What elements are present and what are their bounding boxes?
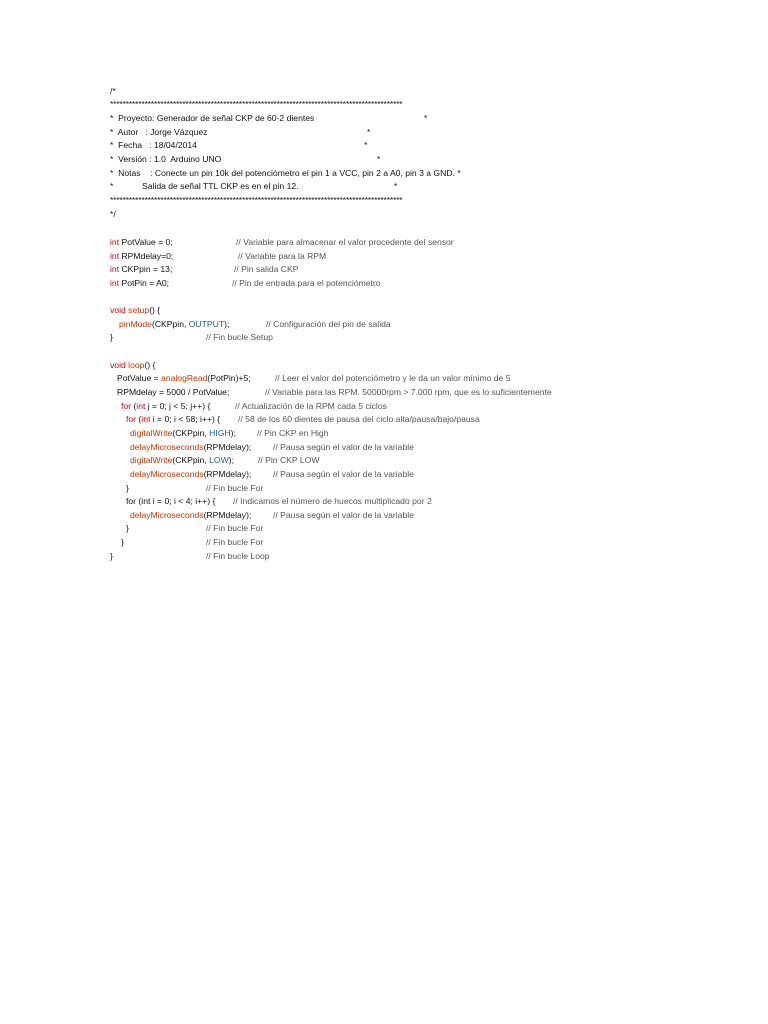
function-name: analogRead [161,373,208,383]
decl-comment: // Pin de entrada para el potenciómetro [232,278,381,288]
code: RPMdelay=0; [119,251,174,261]
loop-digitalwrite-high [130,428,236,439]
loop-comment: // Leer el valor del potenciómetro y le da un valor mínimo de 5 [275,373,511,383]
code: PotValue = [117,373,162,383]
loop-comment: // 58 de los 60 dientes de pausa del ciclo alta/pausa/bajo/pausa [238,414,480,424]
loop-comment: // Pausa según el valor de la variable [273,510,414,520]
header-version-line [110,154,221,165]
fecha-value: 18/04/2014 [153,140,197,150]
loop-signature [110,360,155,371]
code: (CKPpin, [172,455,210,465]
code: (RPMdelay); [203,442,252,452]
keyword: int [136,401,146,411]
header-fecha-line [110,140,197,151]
code: i = 0; i < 58; i++) { [150,414,221,424]
comment-open: /* [110,86,116,96]
code: (PotPin)+5; [207,373,251,383]
loop-delay-3 [130,510,251,521]
keyword: for [121,401,132,411]
function-name: delayMicroseconds [130,510,204,520]
code: ); [228,455,234,465]
constant: LOW [209,455,229,465]
code: (RPMdelay); [203,510,252,520]
loop-close-for: } [126,523,129,533]
function-name: digitalWrite [130,428,173,438]
decl-potvalue [110,237,173,248]
loop-close-comment: // Fin bucle Loop [206,551,270,561]
code: (CKPpin, [151,319,189,329]
stars-line-top: ********************************************************************************************* [110,99,403,109]
loop-comment: // Variable para las RPM. 50000rpm > 7.000 rpm, que es lo suficientemente [265,387,552,397]
loop-comment: // Pausa según el valor de la variable [273,442,414,452]
code: j = 0; j < 5; j++) { [145,401,211,411]
decl-rpmdelay [110,251,173,262]
keyword: int [141,414,151,424]
loop-comment: // Fin bucle For [206,483,264,493]
setup-close: } [110,332,113,342]
loop-comment: // Pin CKP en High [257,428,329,438]
loop-delay-1 [130,442,251,453]
autor-value: Jorge Vázquez [150,127,208,137]
fecha-end-star: * [364,140,368,150]
loop-for-i58 [126,414,220,425]
loop-comment: // Actualización de la RPM cada 5 ciclos [235,401,387,411]
code: ); [224,319,230,329]
code: (RPMdelay); [203,469,252,479]
code: () { [149,305,161,315]
version-value: 1.0 Arduino UNO [153,154,222,164]
proyecto-end-star: * [424,113,428,123]
loop-comment: // Pin CKP LOW [258,455,320,465]
header-notas2-star: * [110,181,114,191]
proyecto-value: Generador de señal CKP de 60-2 dientes [156,113,315,123]
setup-close-comment: // Fin bucle Setup [206,332,273,342]
function-name: setup [125,305,150,315]
function-name: digitalWrite [130,455,173,465]
header-autor-line [110,127,207,138]
header-notas-line [110,168,461,179]
code: PotValue = 0; [119,237,173,247]
code: CKPpin = 13; [119,264,173,274]
function-name: pinMode [119,319,152,329]
loop-line-analogread [117,373,251,384]
keyword: int [110,264,120,274]
loop-comment: // Fin bucle For [206,523,264,533]
loop-comment: // Indicamos el número de huecos multiplicado por 2 [233,496,432,506]
decl-comment: // Variable para la RPM [238,251,327,261]
decl-comment: // Variable para almacenar el valor procedente del sensor [236,237,454,247]
decl-potpin [110,278,169,289]
notas-value: Conecte un pin 10k del potenciómetro el pin 1 a VCC, pin 2 a A0, pin 3 a GND. * [154,168,461,178]
code: ); [230,428,236,438]
comment-close: */ [110,209,116,219]
function-name: delayMicroseconds [130,442,204,452]
setup-pinmode-call [119,319,229,330]
setup-call-comment: // Configuración del pin de salida [266,319,391,329]
decl-ckppin [110,264,172,275]
loop-close-for: } [121,537,124,547]
notas-label: * Notas : [110,168,155,178]
code: (CKPpin, [172,428,210,438]
decl-comment: // Pin salida CKP [234,264,299,274]
keyword: int [110,278,120,288]
fecha-label: * Fecha : [110,140,154,150]
keyword: void [110,305,126,315]
version-label: * Versión : [110,154,154,164]
loop-comment: // Pausa según el valor de la variable [273,469,414,479]
code: () { [144,360,156,370]
constant: OUTPUT [188,319,225,329]
loop-for-i4: for (int i = 0; i < 4; i++) { [126,496,216,506]
loop-comment: // Fin bucle For [206,537,264,547]
notas2-end-star: * [394,181,398,191]
loop-close-for: } [126,483,129,493]
loop-for-j [121,401,210,412]
loop-line-rpmdelay: RPMdelay = 5000 / PotValue; [117,387,230,397]
autor-label: * Autor : [110,127,151,137]
code: ( [131,401,137,411]
loop-digitalwrite-low [130,455,234,466]
keyword: for [126,414,137,424]
proyecto-label: * Proyecto: [110,113,157,123]
loop-close: } [110,551,113,561]
code: ( [136,414,142,424]
loop-delay-2 [130,469,251,480]
keyword: int [110,237,120,247]
stars-line-bottom: ********************************************************************************************* [110,195,403,205]
keyword: int [110,251,120,261]
header-proyecto-line [110,113,314,124]
autor-end-star: * [367,127,371,137]
header-notas2-text: Salida de señal TTL CKP es en el pin 12. [142,181,299,191]
setup-signature [110,305,160,316]
function-name: loop [125,360,145,370]
function-name: delayMicroseconds [130,469,204,479]
code: PotPin = A0; [119,278,170,288]
keyword: void [110,360,126,370]
version-end-star: * [377,154,381,164]
constant: HIGH [209,428,231,438]
